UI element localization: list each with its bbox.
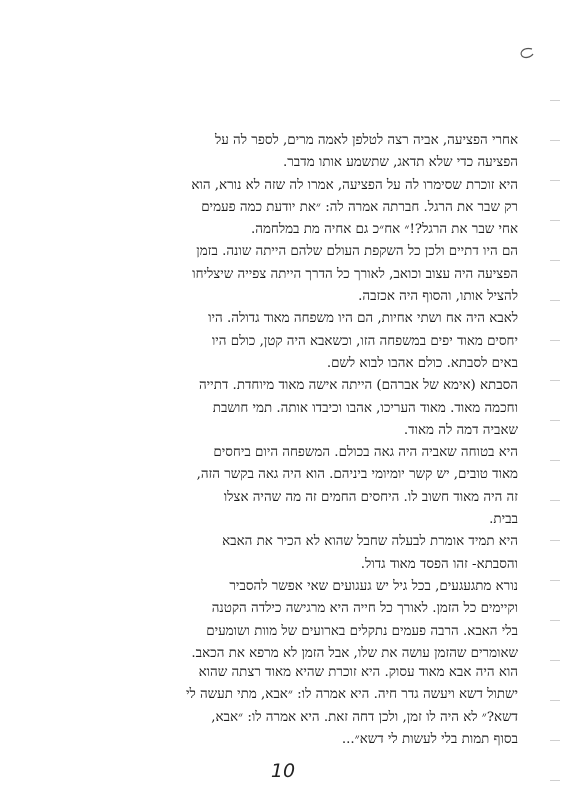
text-line: הם היו דתיים ולכן כל השקפת העולם שלהם הייתה שונה. בזמן (196, 244, 518, 260)
text-line: וחכמה מאוד. מאוד העריכו, אהבו וכיבדו אותה. תמי חושבת (212, 400, 518, 416)
text-line: זה היה מאוד חשוב לו. היחסים החמים זה מה שהיה אצלו (223, 489, 518, 505)
text-line: והסבתא- זהו הפסד מאוד גדול. (360, 556, 518, 572)
margin-rule (550, 620, 560, 621)
corner-scribble-icon (516, 44, 538, 62)
paragraph (68, 241, 518, 308)
margin-rule (550, 220, 560, 221)
text-line: בסוף תמות בלי לעשות לי דשא״... (341, 731, 518, 747)
paragraph (68, 130, 518, 175)
text-line: יחסים מאוד יפים במשפחה הזו, וכשאבא היה קטן, כולם היו (211, 333, 518, 349)
margin-rule (550, 100, 560, 101)
paragraph (68, 375, 518, 442)
text-line: להציל אותו, והסוף היה אכזבה. (358, 289, 518, 305)
paragraph (68, 531, 518, 576)
text-line: וקיימים כל הזמן. לאורך כל חייה היא מרגישה כילדה הקטנה (211, 601, 518, 617)
text-line: בבית. (489, 512, 518, 528)
text-line: נורא מתגעגעים, בכל גיל יש געגועים שאי אפשר להסביר (229, 578, 518, 594)
margin-rule (550, 500, 560, 501)
text-line: היא בטוחה שאביה היה גאה בכולם. המשפחה היום ביחסים (213, 445, 518, 461)
text-line: באים לסבתא. כולם אהבו לבוא לשם. (326, 355, 518, 371)
margin-rule (550, 740, 560, 741)
page-number: 10 (270, 760, 296, 782)
text-line: בלי האבא. הרבה פעמים נתקלים בארועים של מוות ושומעים (206, 623, 518, 639)
margin-rule (550, 300, 560, 301)
margin-rule (550, 260, 560, 261)
text-line: ישתול דשא ויעשה גדר חיה. היא אמרה לו: ״אבא, מתי תעשה לי (185, 687, 518, 703)
margin-rule (550, 180, 560, 181)
margin-rule (550, 380, 560, 381)
text-line: היא תמיד אומרת לבעלה שחבל שהוא לא הכיר את האבא (222, 534, 518, 550)
body-text-block-1 (68, 130, 518, 665)
text-line: שאומרים שהזמן עושה את שלו, אבל הזמן לא מרפא את הכאב. (191, 645, 518, 661)
text-line: דשא?״ לא היה לו זמן, ולכן דחה זאת. היא אמרה לו: ״אבא, (211, 709, 518, 725)
margin-rule (550, 780, 560, 781)
text-line: שאביה דמה לה מאוד. (403, 422, 518, 438)
paragraph (68, 576, 518, 665)
margin-rule (550, 660, 560, 661)
paragraph (68, 442, 518, 531)
text-line: הפציעה כדי שלא תדאג, שתשמע אותו מדבר. (282, 155, 518, 171)
text-line: הוא היה אבא מאוד עסוק. היא זוכרת שהיא מאוד רצתה שהוא (198, 665, 518, 680)
body-text-block-2 (68, 662, 518, 751)
margin-rule (550, 420, 560, 421)
margin-rule (550, 140, 560, 141)
paragraph (68, 175, 518, 242)
text-line: הסבתא (אימא של אברהם) הייתה אישה מאוד מיוחדת. דתייה (198, 378, 518, 394)
text-line: אחרי הפציעה, אביה רצה לטלפן לאמה מרים, לספר לה על (214, 133, 518, 148)
paragraph (68, 308, 518, 375)
text-line: אחי שבר את הרגל?!״ אח״כ גם אחיה מת במלחמה. (251, 222, 518, 238)
text-line: רק שבר את הרגל. חברתה אמרה לה: ״את יודעת כמה פעמים (201, 199, 518, 215)
margin-rule (550, 580, 560, 581)
text-line: הפציעה היה עצוב וכואב, לאורך כל הדרך הייתה צפייה שיצליחו (192, 266, 518, 282)
text-line: לאבא היה אח ושתי אחיות, הם היו משפחה מאוד גדולה. היו (208, 311, 518, 327)
margin-rule (550, 700, 560, 701)
margin-rule (550, 340, 560, 341)
text-line: מאוד טובים, יש קשר יומיומי ביניהם. הוא היה גאה בקשר הזה, (196, 467, 518, 483)
text-line: היא זוכרת שסימרו לה על הפציעה, אמרו לה שזה לא נורא, הוא (191, 177, 518, 193)
paragraph (68, 662, 518, 751)
margin-rule (550, 460, 560, 461)
margin-rule (550, 540, 560, 541)
